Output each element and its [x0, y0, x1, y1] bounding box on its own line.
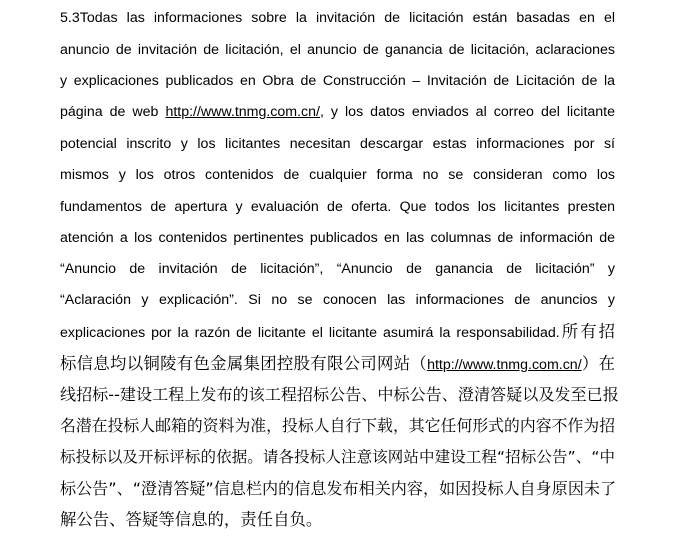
chinese-line-5: 标公告”、“澄清答疑”信息栏内的信息发布相关内容，如因投标人自身原因未了	[60, 479, 617, 498]
paragraph-line-5: potencial inscrito y los licitantes necesitan descargar estas informaciones por sí	[60, 136, 615, 152]
chinese-line-1	[60, 352, 615, 376]
chinese-line-4: 标投标以及开标评标的依据。请各投标人注意该网站中建设工程“招标公告”、“中	[60, 448, 615, 466]
paragraph-line-11	[60, 320, 615, 344]
paragraph-line-8: atención a los contenidos pertinentes publicados en las columnas de información de	[60, 230, 615, 246]
chinese-line-1-end: ）在	[581, 354, 616, 373]
website-link-chinese[interactable]: http://www.tnmg.com.cn/	[427, 357, 582, 373]
paragraph-line-7: fundamentos de apertura y evaluación de oferta. Que todos los licitantes presten	[60, 199, 615, 215]
line-11-spanish-text: explicaciones por la razón de licitante el licitante asumirá la responsabilidad.	[60, 325, 560, 341]
paragraph-line-10: “Aclaración y explicación”. Si no se conocen las informaciones de anuncios y	[60, 292, 615, 308]
chinese-line-6: 解公告、答疑等信息的，责任自负。	[60, 510, 323, 529]
chinese-line-2: 线招标--建设工程上发布的该工程招标公告、中标公告、澄清答疑以及发至已报	[60, 385, 619, 404]
chinese-line-3: 名潜在投标人邮箱的资料为准，投标人自行下载，其它任何形式的内容不作为招	[60, 416, 615, 435]
website-link[interactable]: http://www.tnmg.com.cn/	[165, 104, 320, 120]
paragraph-line-3: y explicaciones publicados en Obra de Construcción – Invitación de Licitación de la	[60, 73, 615, 89]
line-4-text-start: página de web	[60, 104, 166, 120]
paragraph-line-6: mismos y los otros contenidos de cualquier forma no se consideran como los	[60, 167, 615, 183]
paragraph-line-2: anuncio de invitación de licitación, el anuncio de ganancia de licitación, aclaraciones	[60, 42, 615, 58]
paragraph-line-4	[60, 102, 615, 122]
paragraph-line-9: “Anuncio de invitación de licitación”, “Anuncio de ganancia de licitación” y	[60, 261, 615, 277]
paragraph-line-1: 5.3Todas las informaciones sobre la invitación de licitación están basadas en el	[60, 10, 615, 26]
line-11-chinese-text: 所有招	[559, 322, 615, 341]
line-4-text-end: , y los datos enviados al correo del licitante	[319, 104, 615, 120]
chinese-line-1-start: 标信息均以铜陵有色金属集团控股有限公司网站（	[60, 354, 428, 373]
